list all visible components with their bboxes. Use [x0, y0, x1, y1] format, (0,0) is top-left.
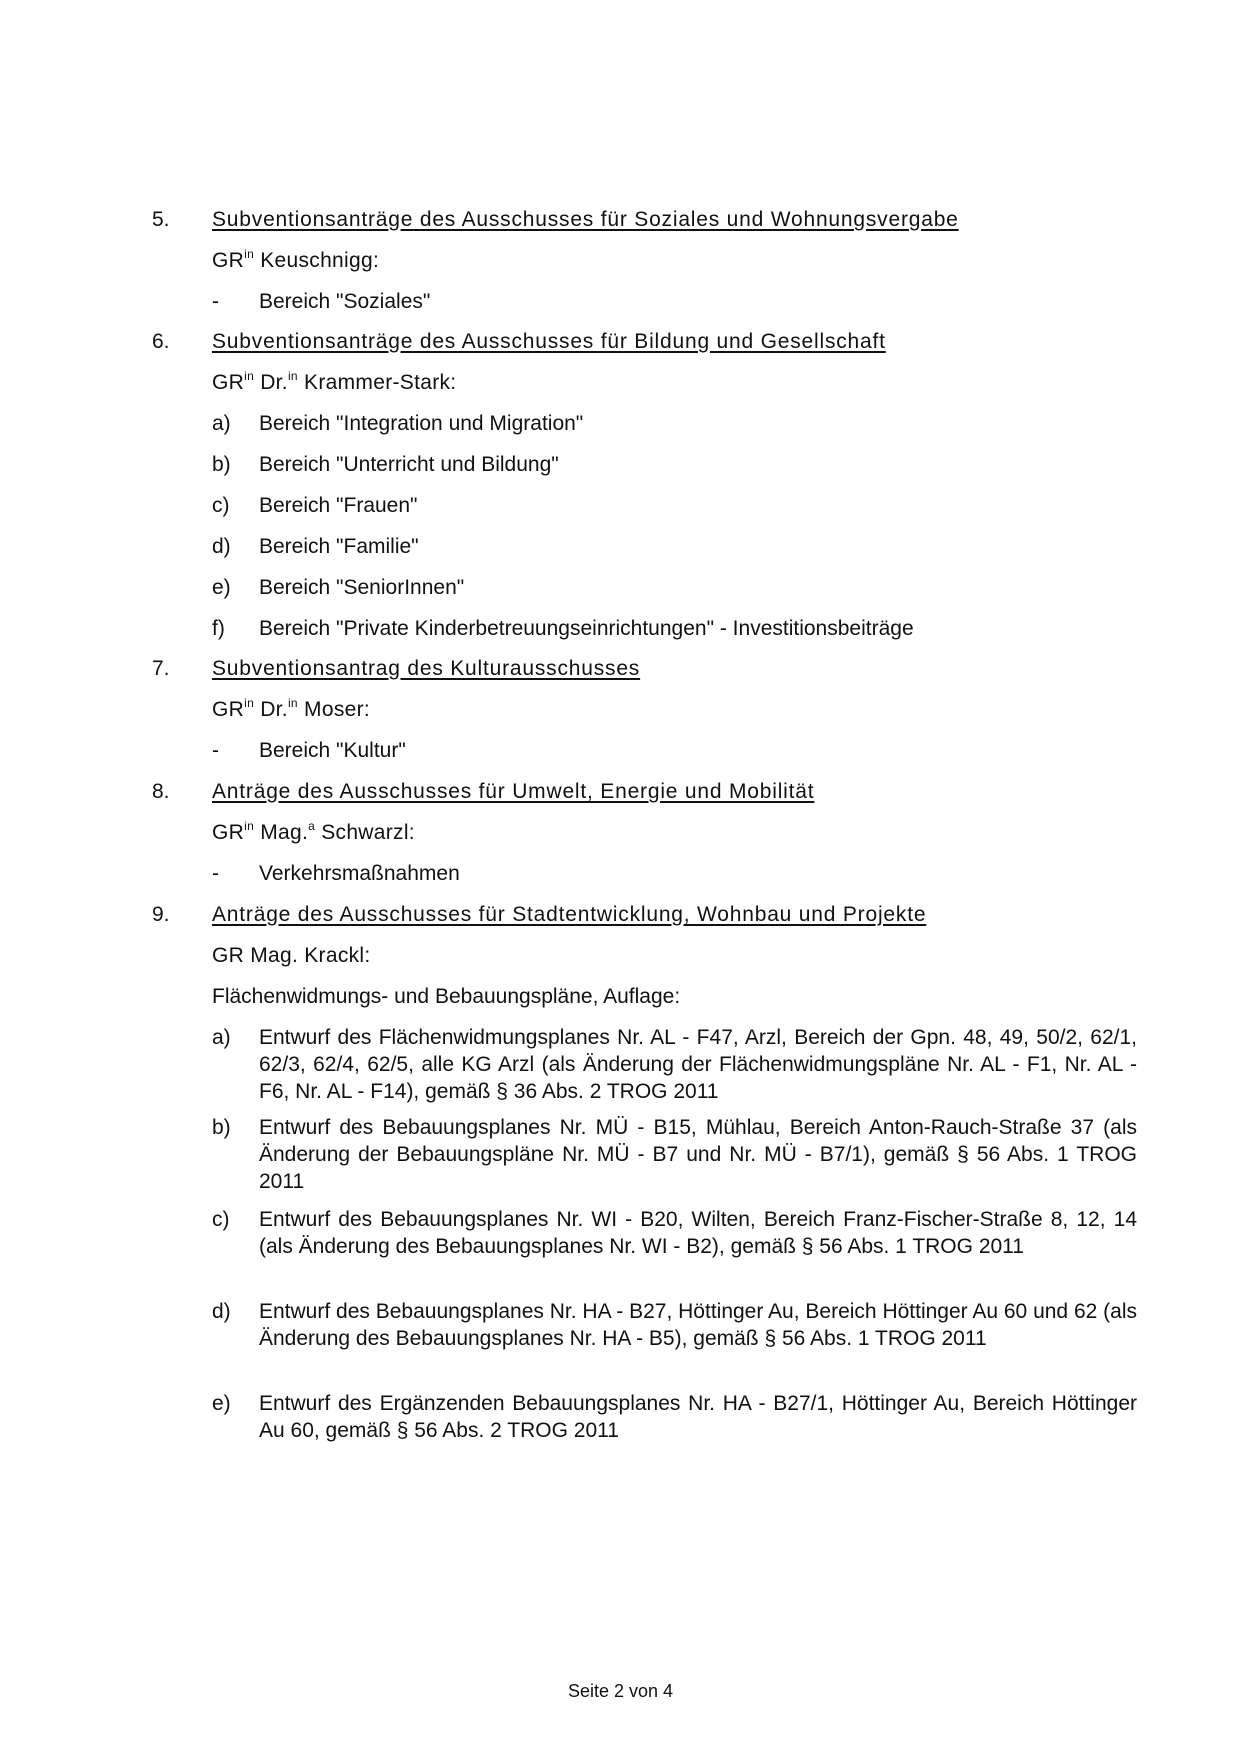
- section-heading: Subventionsantrag des Kulturausschusses: [212, 657, 641, 680]
- list-item-text: Entwurf des Bebauungsplanes Nr. WI - B20, Wilten, Bereich Franz-Fischer-Straße 8, 12, 14 (als Änderung des Bebauungsplanes Nr. WI - B2), gemäß § 56 Abs. 1 TROG 2011: [259, 1208, 1137, 1258]
- list-item-text: Entwurf des Ergänzenden Bebauungsplanes Nr. HA - B27/1, Höttinger Au, Bereich Höttinger Au 60, gemäß § 56 Abs. 2 TROG 2011: [259, 1392, 1137, 1442]
- speaker-name: $GR^{in}$ Dr.$^{in}$ Moser:: [212, 696, 371, 721]
- list-item-text: Entwurf des Bebauungsplanes Nr. HA - B27, Höttinger Au, Bereich Höttinger Au 60 und 62 (als Änderung des Bebauungsplanes Nr. HA - B5), gemäß § 56 Abs. 1 TROG 2011: [259, 1300, 1137, 1350]
- section-heading: Subventionsanträge des Ausschusses für Bildung und Gesellschaft: [212, 330, 886, 353]
- speaker-name: $GR^{in}$ Dr.$^{in}$ Krammer-Stark:: [212, 369, 457, 394]
- speaker-name: $GR^{in}$ Keuschnigg:: [212, 247, 380, 272]
- section-heading: Subventionsanträge des Ausschusses für Soziales und Wohnungsvergabe: [212, 208, 959, 231]
- section-number: 8.: [152, 780, 170, 803]
- section-heading: Anträge des Ausschusses für Umwelt, Energie und Mobilität: [212, 780, 815, 803]
- page-number-footer: Seite 2 von 4: [567, 1681, 674, 1701]
- section-number: 6.: [152, 330, 170, 353]
- speaker-name: GR Mag. Krackl:: [212, 944, 371, 967]
- list-item-text: Entwurf des Flächenwidmungsplanes Nr. AL - F47, Arzl, Bereich der Gpn. 48, 49, 50/2, 62/1, 62/3, 62/4, 62/5, alle KG Arzl (als Änderung der Flächenwidmungspläne Nr. AL - F1, Nr. AL - F6, Nr. AL - F14), gemäß § 36 Abs. 2 TROG 2011: [259, 1026, 1137, 1103]
- section-number: 7.: [152, 657, 170, 680]
- section-number: 9.: [152, 903, 170, 926]
- document-page: 5. Subventionsanträge des Ausschusses für Soziales und Wohnungsvergabe $GR^{in}$ Keuschnigg: - Bereich "Soziales" 6. Subventionsanträge des Ausschusses für Bildung und Gesellschaft $GR^{in}$ Dr.$^{in}$ Krammer-Stark: a) Bereich "Integration und Migration" b) Bereich "Unterricht und Bildung" c) Bereich "Frauen" d) Bereich "Familie" e) Bereich "SeniorInnen" f) Bereich "Private Kinderbetreuungseinrichtungen" - Investitionsbeiträge 7. Subventionsantrag des Kulturausschusses $GR^{in}$ Dr.$^{in}$ Moser: - Bereich "Kultur" 8. Anträge des Ausschusses für Umwelt, Energie und Mobilität $GR^{in}$ Mag.$^a$ Schwarzl: - Verkehrsmaßnahmen 9. Anträge des Ausschusses für Stadtentwicklung, Wohnbau und Projekte GR Mag. Krackl: Flächenwidmungs- und Bebauungspläne, Auflage: a) Entwurf des Flächenwidmungsplanes Nr. AL - F47, Arzl, Bereich der Gpn. 48, 49, 50/2, 62/1, 62/3, 62/4, 62/5, alle KG Arzl (als Änderung der Flächenwidmungspläne Nr. AL - F1, Nr. AL - F6, Nr. AL - F14), gemäß § 36 Abs. 2 TROG 2011 b) Entwurf des Bebauungsplanes Nr. MÜ - B15, Mühlau, Bereich Anton-Rauch-Straße 37 (als Änderung der Bebauungspläne Nr. MÜ - B7 und Nr. MÜ - B7/1), gemäß § 56 Abs. 1 TROG 2011 c) Entwurf des Bebauungsplanes Nr. WI - B20, Wilten, Bereich Franz-Fischer-Straße 8, 12, 14 (als Änderung des Bebauungsplanes Nr. WI - B2), gemäß § 56 Abs. 1 TROG 2011 d) Entwurf des Bebauungsplanes Nr. HA - B27, Höttinger Au, Bereich Höttinger Au 60 und 62 (als Änderung des Bebauungsplanes Nr. HA - B5), gemäß § 56 Abs. 1 TROG 2011 e) Entwurf des Ergänzenden Bebauungsplanes Nr. HA - B27/1, Höttinger Au, Bereich Höttinger Au 60, gemäß § 56 Abs. 2 TROG 2011 Seite 2 von 4: [0, 0, 1241, 1754]
- section-number: 5.: [152, 208, 170, 231]
- list-item-text: Entwurf des Bebauungsplanes Nr. MÜ - B15, Mühlau, Bereich Anton-Rauch-Straße 37 (als Änderung der Bebauungspläne Nr. MÜ - B7 und Nr. MÜ - B7/1), gemäß § 56 Abs. 1 TROG 2011: [259, 1116, 1137, 1193]
- speaker-name: $GR^{in}$ Mag.$^a$ Schwarzl:: [212, 819, 415, 844]
- section-heading: Anträge des Ausschusses für Stadtentwicklung, Wohnbau und Projekte: [212, 903, 927, 926]
